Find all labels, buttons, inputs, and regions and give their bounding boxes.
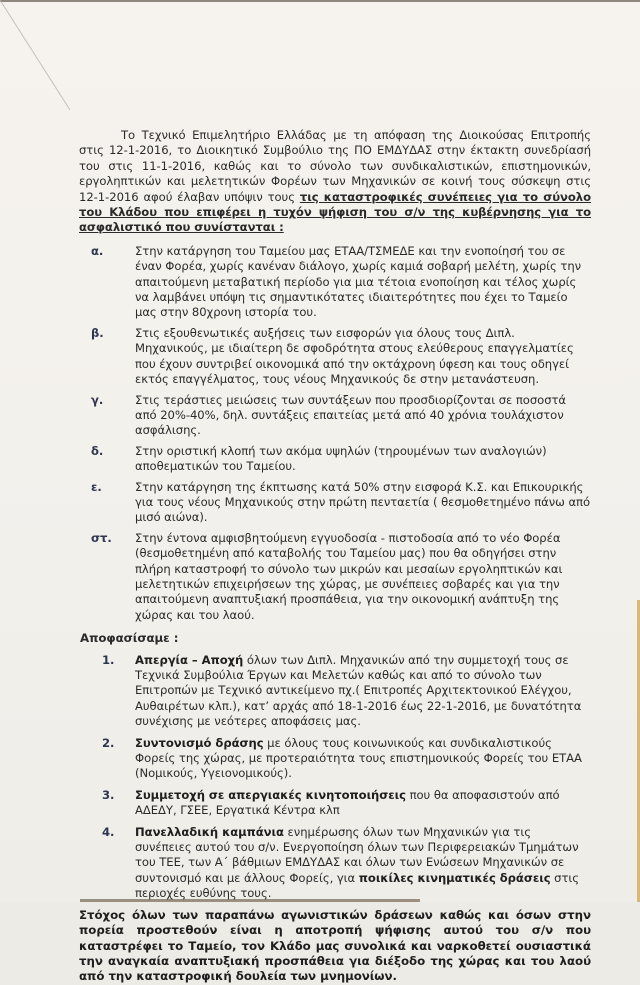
decision-text: που θα αποφασιστούν από ΑΔΕΔΥ, ΓΣΕΕ, Εργατικά Κέντρα κλπ (135, 787, 560, 818)
decision-text: όλων των Διπλ. Μηχανικών από την συμμετοχή τους σε Τεχνικά Συμβούλια Έργων και Μελετών καθώς και από το σύνολο των Επιτροπών με Τεχνικό αντικείμενο πχ.( Επιτροπές Αρχιτεκτονικού Ελέγχου, Αυθαιρέτων κλπ.), κατ’ αρχάς από 18-1-2016 έως 22-1-2016, με δυνατότητα συνέχισης με νεότερες αποφάσεις μας. (135, 652, 582, 729)
intro-text: Το Τεχνικό Επιμελητήριο Ελλάδας με τη απόφαση της Διοικούσας Επιτροπής στις 12-1-2016, το Διοικητικό Συμβούλιο της ΠΟ ΕΜΔΥΔΑΣ στην έκτακτη συνεδρίασή του στις 11-1-2016, καθώς και το σύνολο των συνδικαλιστικών, επιστημονικών, εργοληπτικών και μελετητικών Φορέων των Μηχανικών σε κοινή τους σύσκεψη στις 12-1-2016 αφού έλαβαν υπόψιν τους (79, 128, 591, 204)
item-text: Στην έντονα αμφισβητούμενη εγγυοδοσία - πιστοδοσία από το νέο Φορέα (θεσμοθετημένη από καταβολής του Ταμείου μας) που θα οδηγήσει στην πλήρη καταστροφή το σύνολο των μικρών και μεσαίων εργοληπτικών και μελετητικών επιχειρήσεων της χώρας, με συνέπειες σοβαρές και για την απαιτούμενη αναπτυξιακή προσπάθεια, για την οικονομική ανάπτυξη της χώρας και του λαού. (135, 530, 563, 622)
closing-paragraph: Στόχος όλων των παραπάνω αγωνιστικών δράσεων καθώς και όσων στην πορεία προστεθούν είναι η αποτροπή ψήφισης αυτού του σ/ν που καταστρέφει το Ταμείο, τον Κλάδο μας συνολικά και ναρκοθετεί ουσιαστικά την αναγκαία αναπτυξιακή προσπάθεια για διέξοδο της χώρας και του λαού από την καταστροφική δουλεία των μνημονίων. (79, 907, 591, 984)
decision-text-secondary: στις περιοχές ευθύνης τους. (135, 870, 580, 901)
paper-crease (0, 0, 70, 110)
item-label: δ. (91, 443, 104, 458)
decision-bold: Συμμετοχή σε απεργιακές κινητοποιήσεις (135, 787, 406, 802)
decision-bold: Συντονισμό δράσης (135, 735, 264, 750)
item-text: Στην κατάργηση της έκπτωσης κατά 50% στην εισφορά Κ.Σ. και Επικουρικής για τους νέους Μηχανικούς στην πρώτη πενταετία ( θεσμοθετημένο πάνω από μισό αιώνα). (135, 479, 591, 525)
decision-item (79, 736, 591, 782)
item-label: α. (91, 243, 104, 258)
consequences-list (79, 244, 591, 623)
consequence-item (79, 244, 591, 321)
decision-item (79, 788, 591, 819)
item-number: 1. (102, 652, 115, 667)
item-label: β. (91, 325, 104, 340)
item-number: 3. (102, 787, 115, 802)
item-text: Στις εξουθενωτικές αυξήσεις των εισφορών για όλους τους Διπλ. Μηχανικούς, με ιδιαίτερη δε σφοδρότητα στους ελεύθερους επαγγελματίες που έχουν συντριβεί οικονομικά από την οκτάχρονη ύφεση και τους οδηγεί εκτός επαγγέλματος, τους νέους Μηχανικούς δε στην μετανάστευση. (135, 325, 574, 387)
decision-text: με όλους τους κοινωνικούς και συνδικαλιστικούς Φορείς της χώρας, με προτεραιότητα τους επιστημονικούς Φορείς του ΕΤΑΑ (Νομικούς, Υγειονομικούς). (135, 735, 582, 781)
decisions-list (79, 653, 591, 902)
item-text: Στην οριστική κλοπή των ακόμα υψηλών (τηρουμένων των αναλογιών) αποθεματικών του Ταμείου. (135, 443, 547, 474)
consequence-item (79, 531, 591, 623)
consequence-item (79, 444, 591, 475)
decision-item (79, 825, 591, 902)
item-number: 4. (102, 824, 115, 839)
item-text: Στην κατάργηση του Ταμείου μας ΕΤΑΑ/ΤΣΜΕΔΕ και την ενοποίησή του σε έναν Φορέα, χωρίς κανέναν διάλογο, χωρίς καμιά σοβαρή μελέτη, χωρίς την απαιτούμενη μεταβατική περίοδο για μια τέτοια ενοποίηση και τέλος χωρίς να λαμβάνει υπόψη τις σημαντικότατες ιδιαιτερότητες που έχει το Ταμείο μας στην 80χρονη ιστορία του. (135, 243, 582, 320)
document-body (79, 128, 591, 985)
consequence-item (79, 326, 591, 388)
page-top-edge (0, 0, 640, 2)
item-number: 2. (102, 735, 115, 750)
item-label: στ. (91, 530, 112, 545)
decision-bold: Πανελλαδική καμπάνια (135, 824, 284, 839)
intro-paragraph (79, 128, 591, 236)
item-label: γ. (91, 392, 104, 407)
item-text: Στις τεράστιες μειώσεις των συντάξεων που προσδιορίζονται σε ποσοστά από 20%-40%, δηλ. συντάξεις επαιτείας μετά από 40 χρόνια τουλάχιστον ασφάλισης. (135, 392, 567, 438)
consequence-item (79, 480, 591, 526)
decision-item (79, 653, 591, 730)
decision-text: ενημέρωσης όλων των Μηχανικών για τις συνέπειες αυτού του σ/ν. Ενεργοποίηση όλων των Περιφερειακών Τμημάτων του ΤΕΕ, των Α΄ βάθμιων ΕΜΔΥΔΑΣ και όλων των Ενώσεων Μηχανικών σε συντονισμό και με άλλους Φορείς, για (135, 824, 579, 885)
decision-bold: Απεργία – Αποχή (135, 652, 244, 667)
decisions-heading: Αποφασίσαμε : (80, 631, 179, 646)
consequence-item (79, 393, 591, 439)
intro-emphasis: τις καταστροφικές συνέπειες για το σύνολο του Κλάδου που επιφέρει η τυχόν ψήφιση του σ/ν της κυβέρνησης για το ασφαλιστικό που συνίστανται : (79, 189, 591, 235)
item-label: ε. (91, 479, 102, 494)
decision-bold-secondary: ποικίλες κινηματικές δράσεις (358, 870, 551, 885)
